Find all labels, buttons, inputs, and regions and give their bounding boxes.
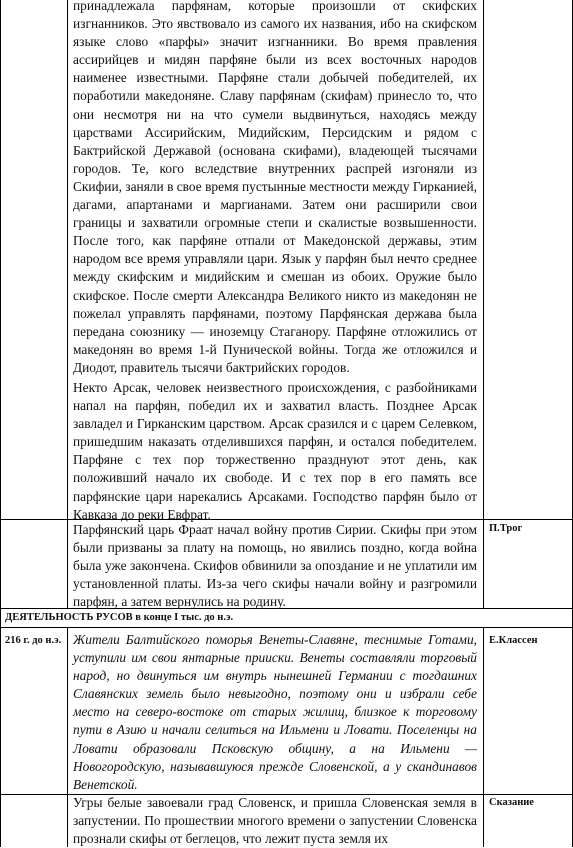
text-paragraph: Некто Арсак, человек неизвестного происхождения, с разбойниками напал на парфян, победил их и захватил власть. Позднее Арсак завладел и Гирканским царством. Арсак сразился и с царем Селевком, пришедшим наказать отделившихся парфян, и остался победителем. Парфяне с тех пор торжественно празднуют этот день, как положивший начало их свободе. И с тех пор в его память все парфянские цари нарекались Арсаками. Господство парфян было от Кавказа до реки Евфрат. [73,380,477,522]
table-border-col1 [67,0,68,847]
text-paragraph: принадлежала парфянам, которые произошли от скифских изгнанников. Это явствовало из самого их названия, ибо на скифском языке слово «парфы» значит изгнанники. Во время правления ассирийцев и мидян парфяне были из всех восточных народов наименее известными. Парфяне стали добычей победителей, их поработили македоняне. Славу парфянам (скифам) принесло то, что они несмотря ни на что сумели выдвинуться, находясь между царствами Ассирийским, Мидийским, Персидским и рядом с Бактрийской Державой (основана скифами), владеющей тысячами городов. Те, кого вследствие внутренних распрей изгоняли из Скифии, заняли в свое время пустынные местности между Гирканией, дагами, апартанами и маргианами. Затем они расширили свои границы и захватили огромные степи и скалистые возвышенности. После того, как парфяне отпали от Македонской державы, этим народом все время управляли цари. Язык у парфян был нечто среднее между скифским и мидийским и смешан из обоих. Оружие было скифское. После смерти Александра Великого никто из македонян не пожелал управлять парфянами, поэтому Парфянская держава была передана союзнику — иноземцу Стаганору. Парфяне отложились от македонян во время 1-й Пунической войны. Тогда же отложился и Диодот, правитель тысячи бактрийских городов. [73,0,477,375]
row-divider [0,627,573,628]
text-paragraph: Угры белые завоевали град Словенск, и пришла Словенская земля в запустении. По прошествии многого времени о запустении Словенска прознали скифы от беглецов, что лежит пуста земля их [73,795,477,847]
source-label: Сказание [489,797,534,808]
source-label: Е.Классен [489,635,538,646]
source-label: П.Трог [489,523,523,534]
text-paragraph: Парфянский царь Фраат начал войну против Сирии. Скифы при этом были призваны за плату на помощь, но явились поздно, когда война была уже закончена. Скифов обвинили за опоздание и не уплатили им установленной платы. Из-за чего скифы начали войну и разгромили парфян, а затем вернулись на родину. [73,522,477,610]
table-border-col2 [483,0,484,847]
section-heading: ДЕЯТЕЛЬНОСТЬ РУСОВ в конце I тыс. до н.э. [5,612,234,623]
table-border-left [0,0,1,847]
date-cell: 216 г. до н.э. [5,635,62,646]
text-paragraph: Жители Балтийского поморья Венеты-Славяне, теснимые Готами, уступили им свои янтарные прииски. Венеты составляли торговый народ, но двинуться им внутрь нынешней Германии с тогдашних Славянских земель было невыгодно, поэтому они и избрали себе место на северо-востоке от старых жилищ, близкое к торговому пути в Азию и начали селиться на Ильмени и Ловати. Поселенцы на Ловати образовали Псковскую общину, а на Ильмени — Новогородскую, называвшуюся прежде Словенской, а у скандинавов Венетской. [73,632,477,792]
